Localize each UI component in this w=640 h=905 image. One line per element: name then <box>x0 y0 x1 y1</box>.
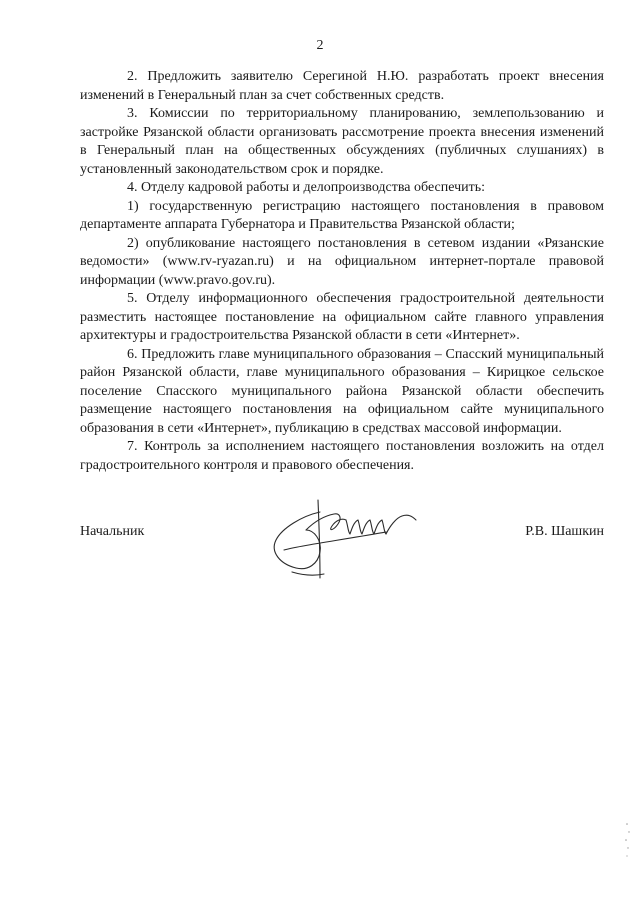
paragraph-item-5: 5. Отделу информационного обеспечения градостроительной деятельности разместить настоящее постановление на официальном сайте главного управления архитектуры и градостроительства Рязанской области в сети «Интернет». <box>80 291 604 343</box>
scan-edge-mark <box>620 818 634 862</box>
signer-name: Р.В. Шашкин <box>525 524 604 539</box>
paragraph-item-2: 2. Предложить заявителю Серегиной Н.Ю. разработать проект внесения изменений в Генеральный план за счет собственных средств. <box>80 69 604 103</box>
paragraph-item-6: 6. Предложить главе муниципального образования – Спасский муниципальный район Рязанской области, главе муниципального образования – Кирицкое сельское поселение Спасского муниципального района Рязанской области обеспечить размещение настоящего постановления на официальном сайте муниципального образования в сети «Интернет», публикацию в средствах массовой информации. <box>80 346 604 436</box>
paragraph-item-7: 7. Контроль за исполнением настоящего постановления возложить на отдел градостроительного контроля и правового обеспечения. <box>80 439 604 473</box>
paragraph-subitem-1: 1) государственную регистрацию настоящего постановления в правовом департаменте аппарата Губернатора и Правительства Рязанской области; <box>80 198 604 232</box>
page-number: 2 <box>316 38 324 53</box>
paragraph-subitem-2: 2) опубликование настоящего постановления в сетевом издании «Рязанские ведомости» (www.rv-ryazan.ru) и на официальном интернет-портале правовой информации (www.pravo.gov.ru). <box>80 235 604 288</box>
signer-title: Начальник <box>80 524 145 539</box>
paragraph-item-3: 3. Комиссии по территориальному планированию, землепользованию и застройке Рязанской области организовать рассмотрение проекта внесения изменений в Генеральный план на общественных обсуждениях (публичных слушаниях) в установленный законодательством срок и порядке. <box>80 106 604 177</box>
paragraph-item-4: 4. Отделу кадровой работы и делопроизводства обеспечить: <box>127 180 486 195</box>
signature-block <box>80 524 604 544</box>
document-body <box>80 68 604 475</box>
